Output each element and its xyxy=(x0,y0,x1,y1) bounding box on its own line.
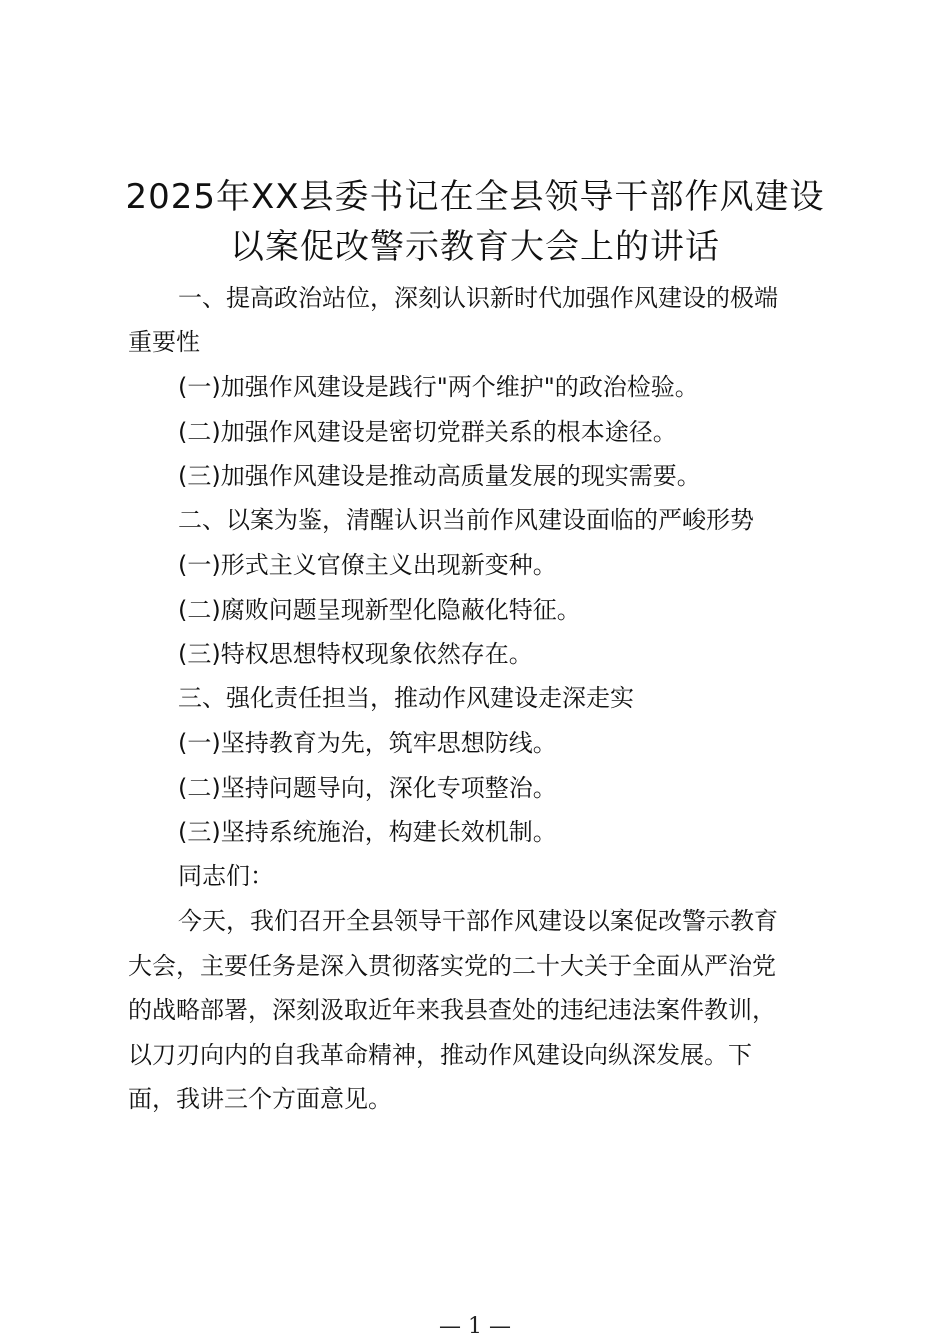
subsection-1-3: (三)加强作风建设是推动高质量发展的现实需要。 xyxy=(178,462,701,490)
section-heading-1-continued: 重要性 xyxy=(128,328,200,356)
section-heading-1: 一、提高政治站位，深刻认识新时代加强作风建设的极端 xyxy=(178,284,778,312)
subsection-2-3: (三)特权思想特权现象依然存在。 xyxy=(178,640,533,668)
subsection-2-2: (二)腐败问题呈现新型化隐蔽化特征。 xyxy=(178,596,581,624)
subsection-3-3: (三)坚持系统施治，构建长效机制。 xyxy=(178,818,557,846)
subsection-2-1: (一)形式主义官僚主义出现新变种。 xyxy=(178,551,557,579)
body-paragraph-line-3: 的战略部署，深刻汲取近年来我县查处的违纪违法案件教训， xyxy=(128,996,776,1024)
subsection-1-2: (二)加强作风建设是密切党群关系的根本途径。 xyxy=(178,418,677,446)
subsection-3-1: (一)坚持教育为先，筑牢思想防线。 xyxy=(178,729,557,757)
document-title-line-2: 以案促改警示教育大会上的讲话 xyxy=(230,227,720,267)
section-heading-2: 二、以案为鉴，清醒认识当前作风建设面临的严峻形势 xyxy=(178,506,754,534)
body-paragraph-line-4: 以刀刃向内的自我革命精神，推动作风建设向纵深发展。下 xyxy=(128,1041,752,1069)
document-title-line-1: 2025年XX县委书记在全县领导干部作风建设 xyxy=(125,177,825,217)
subsection-1-1: (一)加强作风建设是践行"两个维护"的政治检验。 xyxy=(178,373,699,401)
body-paragraph-line-2: 大会，主要任务是深入贯彻落实党的二十大关于全面从严治党 xyxy=(128,952,776,980)
salutation: 同志们： xyxy=(178,862,274,890)
body-paragraph-line-5: 面，我讲三个方面意见。 xyxy=(128,1085,392,1113)
section-heading-3: 三、强化责任担当，推动作风建设走深走实 xyxy=(178,684,634,712)
subsection-3-2: (二)坚持问题导向，深化专项整治。 xyxy=(178,774,557,802)
body-paragraph-line-1: 今天，我们召开全县领导干部作风建设以案促改警示教育 xyxy=(178,907,778,935)
page-number: — 1 — xyxy=(439,1314,511,1339)
